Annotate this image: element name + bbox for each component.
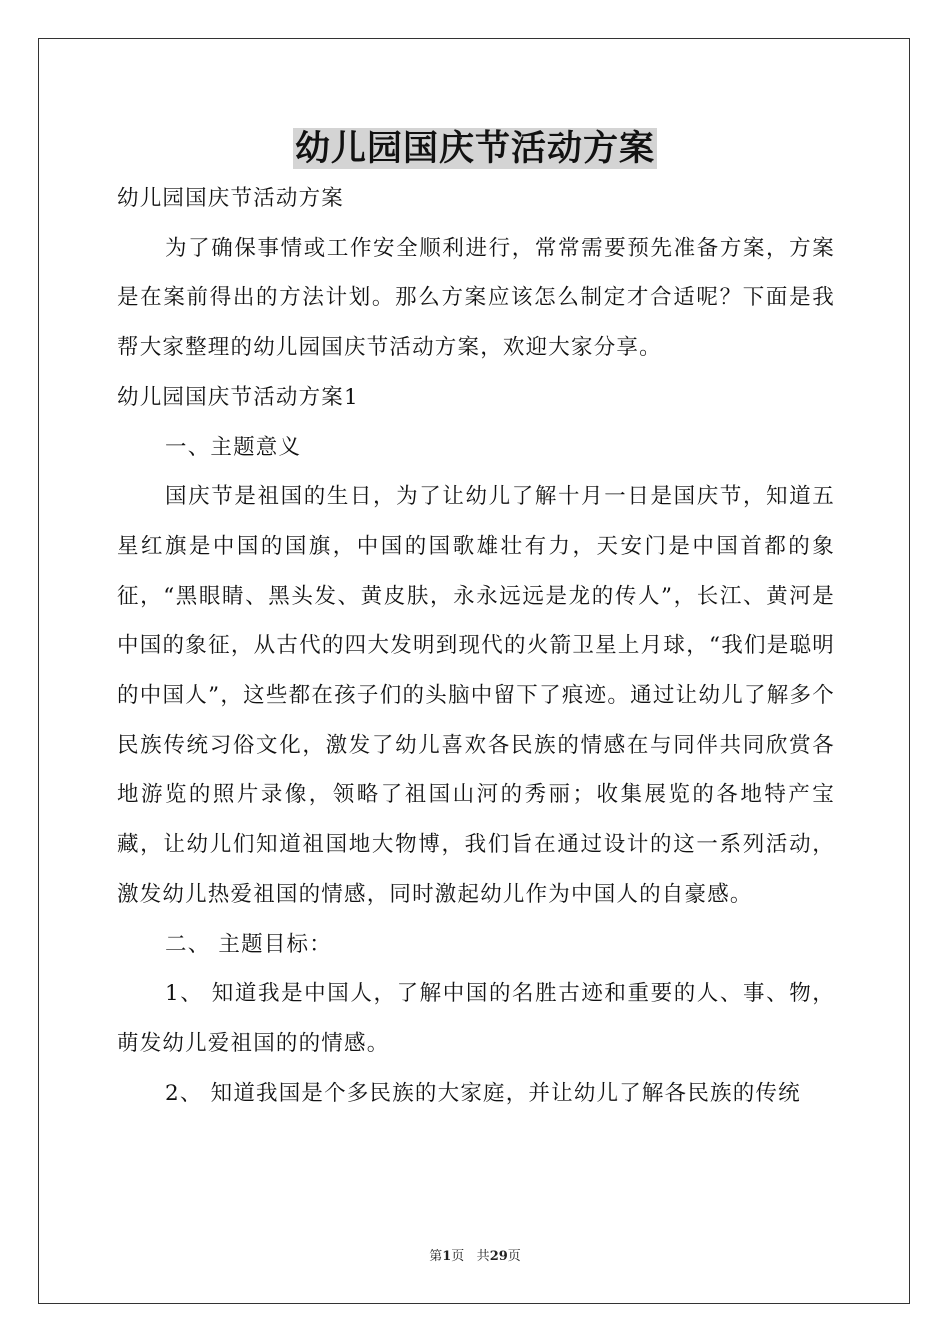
section-heading: 幼儿园国庆节活动方案1 [117, 384, 359, 410]
footer-prefix: 第 [429, 1249, 443, 1264]
footer-total-prefix: 共 [476, 1249, 490, 1264]
list-item: 2、 知道我国是个多民族的大家庭，并让幼儿了解各民族的传统 [165, 1080, 801, 1106]
paragraph: 国庆节是祖国的生日，为了让幼儿了解十月一日是国庆节，知道五星红旗是中国的国旗，中国的国歌雄壮有力，天安门是中国首都的象征，“黑眼睛、黑头发、黄皮肤，永永远远是龙的传人”，长江、黄河是中国的象征，从古代的四大发明到现代的火箭卫星上月球，“我们是聪明的中国人”，这些都在孩子们的头脑中留下了痕迹。通过让幼儿了解多个民族传统习俗文化，激发了幼儿喜欢各民族的情感在与同伴共同欣赏各地游览的照片录像，领略了祖国山河的秀丽；收集展览的各地特产宝藏，让幼儿们知道祖国地大物博，我们旨在通过设计的这一系列活动，激发幼儿热爱祖国的情感，同时激起幼儿作为中国人的自豪感。 [117, 484, 835, 907]
document-title [0, 126, 950, 172]
page-footer [0, 1248, 950, 1266]
document-title-text: 幼儿园国庆节活动方案 [294, 128, 655, 169]
footer-page-label: 页 [451, 1249, 465, 1264]
section-heading: 一、主题意义 [165, 434, 302, 460]
list-item: 1、 知道我是中国人，了解中国的名胜古迹和重要的人、事、物，萌发幼儿爱祖国的的情感。 [117, 981, 835, 1056]
footer-page-number: 1 [442, 1249, 452, 1264]
section-heading: 二、 主题目标： [165, 931, 332, 957]
footer-total-label: 页 [507, 1249, 521, 1264]
paragraph: 为了确保事情或工作安全顺利进行，常常需要预先准备方案，方案是在案前得出的方法计划。那么方案应该怎么制定才合适呢？下面是我帮大家整理的幼儿园国庆节活动方案，欢迎大家分享。 [117, 235, 835, 361]
footer-total-pages: 29 [489, 1249, 508, 1264]
document-body [117, 174, 835, 1118]
paragraph: 幼儿园国庆节活动方案 [117, 186, 345, 211]
